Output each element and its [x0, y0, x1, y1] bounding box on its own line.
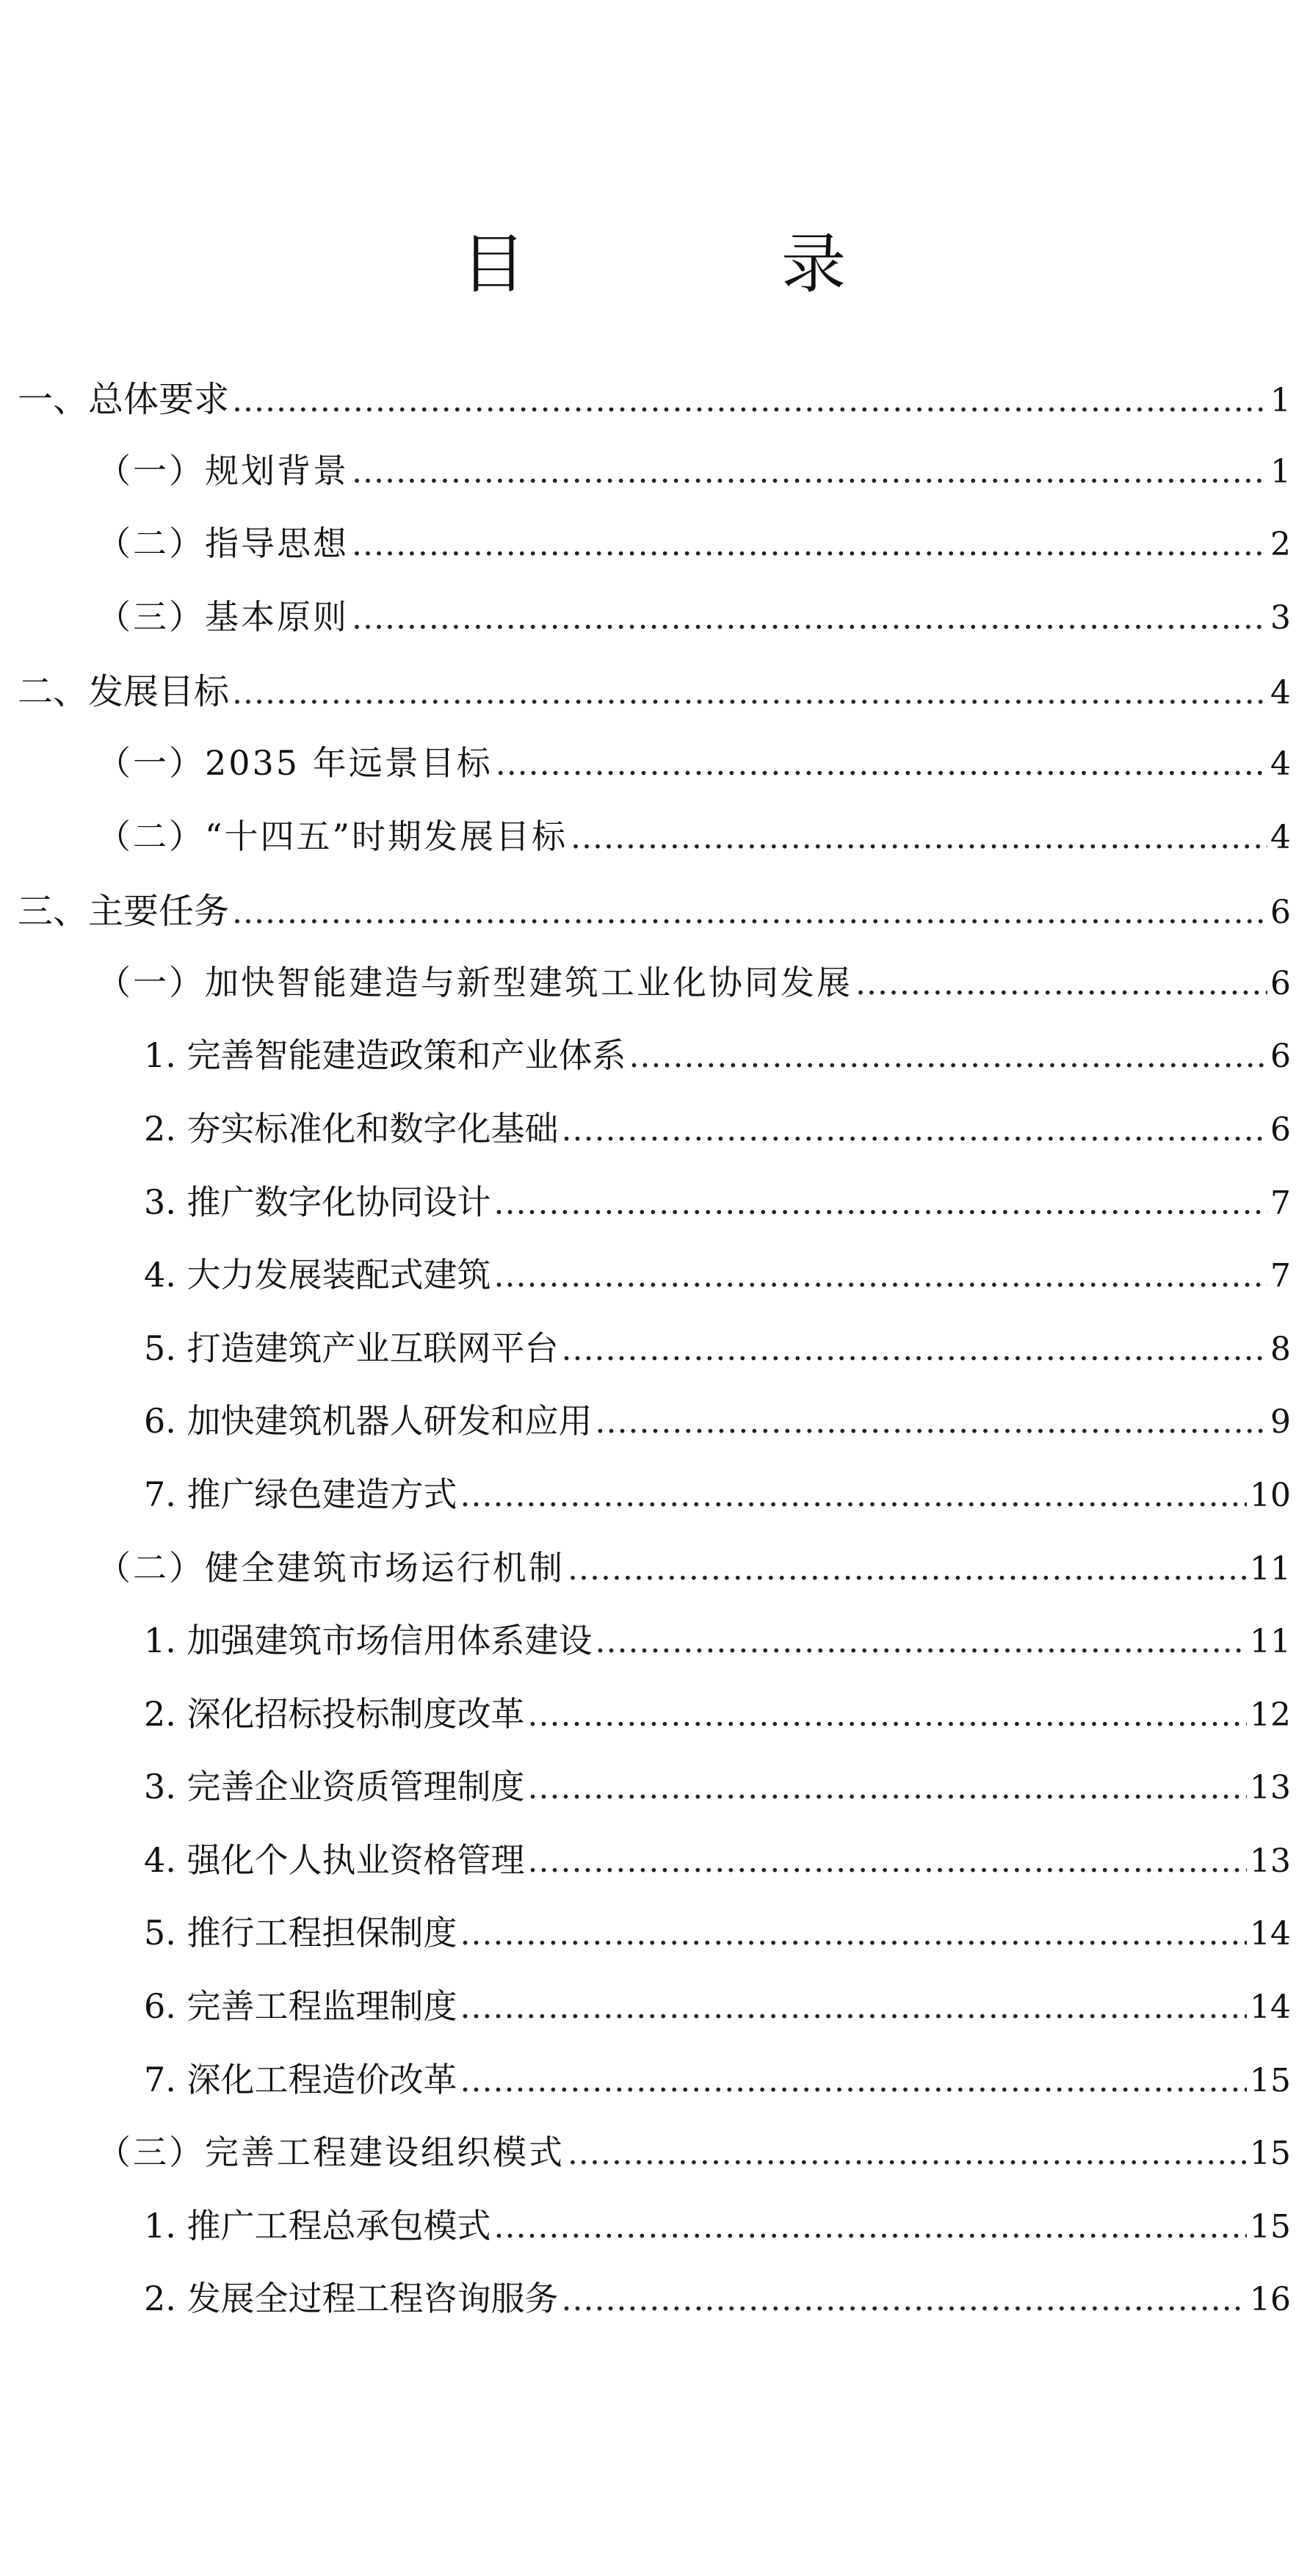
- toc-entry[interactable]: [0, 663, 1307, 737]
- toc-entry-title: 二、发展目标: [18, 671, 230, 713]
- toc-dot-leader: [494, 2208, 1247, 2246]
- toc-dot-leader: [352, 599, 1267, 637]
- toc-entry-title: 2. 发展全过程工程咨询服务: [144, 2279, 559, 2319]
- toc-entry[interactable]: [0, 1614, 1307, 1687]
- toc-page-number: 11: [1250, 1623, 1291, 1661]
- toc-page-number: 13: [1250, 1769, 1291, 1807]
- toc-entry[interactable]: [0, 1029, 1307, 1102]
- toc-page-number: 9: [1270, 1403, 1291, 1441]
- toc-entry-title: 5. 打造建筑产业互联网平台: [144, 1328, 559, 1368]
- toc-entry[interactable]: [0, 371, 1307, 444]
- toc-page-number: 11: [1250, 1549, 1291, 1588]
- toc-entry-title: （三）基本原则: [97, 596, 349, 637]
- toc-dot-leader: [496, 745, 1267, 783]
- toc-entry-title: 3. 完善企业资质管理制度: [144, 1767, 525, 1807]
- toc-entry[interactable]: [0, 1541, 1307, 1615]
- toc-entry-title: 1. 完善智能建造政策和产业体系: [144, 1035, 626, 1076]
- toc-page-number: 1: [1270, 382, 1291, 419]
- toc-page-number: 3: [1270, 598, 1291, 637]
- toc-entry-title: 5. 推行工程担保制度: [144, 1913, 457, 1953]
- toc-entry[interactable]: [0, 1322, 1307, 1395]
- toc-dot-leader: [528, 1696, 1247, 1734]
- toc-entry-title: 7. 推广绿色建造方式: [144, 1474, 457, 1514]
- toc-page-number: 12: [1250, 1696, 1291, 1734]
- toc-dot-leader: [571, 819, 1267, 856]
- toc-page-number: 14: [1250, 1915, 1291, 1953]
- toc-page-number: 4: [1270, 818, 1291, 856]
- toc-dot-leader: [494, 1184, 1267, 1222]
- toc-entry[interactable]: [0, 737, 1307, 810]
- toc-page-number: 4: [1270, 674, 1291, 712]
- toc-entry-title: 6. 加快建筑机器人研发和应用: [144, 1401, 593, 1441]
- toc-entry-title: （一）规划背景: [97, 450, 349, 491]
- toc-dot-leader: [528, 1842, 1247, 1880]
- toc-page-number: 10: [1250, 1476, 1291, 1514]
- toc-entry[interactable]: [0, 1687, 1307, 1761]
- toc-dot-leader: [562, 2281, 1247, 2318]
- toc-entry-title: （二）“十四五”时期发展目标: [97, 816, 568, 856]
- toc-entry[interactable]: [0, 1102, 1307, 1176]
- toc-dot-leader: [562, 1111, 1267, 1148]
- toc-entry[interactable]: [0, 810, 1307, 883]
- toc-page-number: 14: [1250, 1989, 1291, 2027]
- toc-dot-leader: [232, 382, 1267, 419]
- toc-dot-leader: [352, 526, 1267, 563]
- toc-dot-leader: [494, 1257, 1267, 1295]
- toc-entry-title: （一）加快智能建造与新型建筑工业化协同发展: [97, 962, 852, 1002]
- toc-page-number: 6: [1270, 1110, 1291, 1148]
- toc-entry-title: （一）2035 年远景目标: [97, 742, 493, 783]
- toc-entry-title: 4. 大力发展装配式建筑: [144, 1255, 491, 1295]
- toc-dot-leader: [352, 453, 1267, 491]
- toc-page-number: 6: [1270, 964, 1291, 1002]
- toc-entry-title: 三、主要任务: [18, 891, 230, 933]
- toc-entry-title: 一、总体要求: [18, 379, 230, 420]
- toc-page-number: 15: [1250, 2207, 1291, 2246]
- toc-entry[interactable]: [0, 1468, 1307, 1541]
- toc-entry-title: 4. 强化个人执业资格管理: [144, 1839, 525, 1880]
- toc-entry[interactable]: [0, 956, 1307, 1030]
- toc-entry[interactable]: [0, 2053, 1307, 2127]
- table-of-contents: [0, 371, 1307, 2345]
- toc-entry[interactable]: [0, 1176, 1307, 1249]
- toc-dot-leader: [460, 1477, 1247, 1514]
- toc-dot-leader: [460, 1915, 1247, 1953]
- toc-page-number: 1: [1270, 452, 1291, 491]
- toc-entry-title: 7. 深化工程造价改革: [144, 2059, 457, 2099]
- toc-page-number: 7: [1270, 1257, 1291, 1295]
- toc-page-number: 6: [1270, 1038, 1291, 1076]
- toc-page-number: 7: [1270, 1184, 1291, 1222]
- toc-dot-leader: [562, 1331, 1267, 1368]
- toc-dot-leader: [568, 2135, 1247, 2172]
- toc-entry-title: （三）完善工程建设组织模式: [97, 2132, 565, 2173]
- toc-entry[interactable]: [0, 1394, 1307, 1468]
- toc-entry[interactable]: [0, 1760, 1307, 1834]
- toc-entry-title: 1. 加强建筑市场信用体系建设: [144, 1621, 593, 1661]
- toc-entry[interactable]: [0, 517, 1307, 590]
- toc-entry[interactable]: [0, 1248, 1307, 1322]
- toc-entry[interactable]: [0, 2126, 1307, 2199]
- toc-entry-title: 1. 推广工程总承包模式: [144, 2205, 491, 2246]
- toc-entry-title: （二）指导思想: [97, 524, 349, 564]
- toc-entry[interactable]: [0, 1834, 1307, 1907]
- toc-dot-leader: [855, 965, 1267, 1002]
- toc-entry[interactable]: [0, 883, 1307, 956]
- toc-entry[interactable]: [0, 1980, 1307, 2053]
- toc-page-number: 2: [1270, 526, 1291, 564]
- toc-page-number: 6: [1270, 894, 1291, 932]
- toc-dot-leader: [595, 1403, 1267, 1441]
- toc-entry[interactable]: [0, 590, 1307, 664]
- toc-entry-title: （二）健全建筑市场运行机制: [97, 1547, 565, 1588]
- toc-entry-title: 2. 夯实标准化和数字化基础: [144, 1108, 559, 1148]
- toc-page-number: 15: [1250, 2061, 1291, 2099]
- toc-page-number: 8: [1270, 1330, 1291, 1368]
- toc-dot-leader: [568, 1550, 1247, 1588]
- toc-page-number: 13: [1250, 1842, 1291, 1880]
- toc-dot-leader: [460, 2062, 1247, 2099]
- toc-page-number: 4: [1270, 745, 1291, 783]
- toc-dot-leader: [232, 894, 1267, 931]
- toc-entry[interactable]: [0, 444, 1307, 518]
- toc-entry-title: 6. 完善工程监理制度: [144, 1986, 457, 2027]
- toc-entry-title: 3. 推广数字化协同设计: [144, 1182, 491, 1222]
- toc-dot-leader: [460, 1989, 1247, 2026]
- toc-entry-title: 2. 深化招标投标制度改革: [144, 1693, 525, 1734]
- toc-page-number: 16: [1250, 2281, 1291, 2319]
- toc-dot-leader: [629, 1038, 1267, 1075]
- toc-dot-leader: [595, 1623, 1247, 1660]
- toc-entry[interactable]: [0, 2199, 1307, 2273]
- toc-entry[interactable]: [0, 2272, 1307, 2345]
- page-title: 目 录: [460, 226, 941, 302]
- toc-entry[interactable]: [0, 1906, 1307, 1980]
- toc-dot-leader: [528, 1769, 1247, 1806]
- toc-page-number: 15: [1250, 2135, 1291, 2173]
- toc-dot-leader: [232, 674, 1267, 712]
